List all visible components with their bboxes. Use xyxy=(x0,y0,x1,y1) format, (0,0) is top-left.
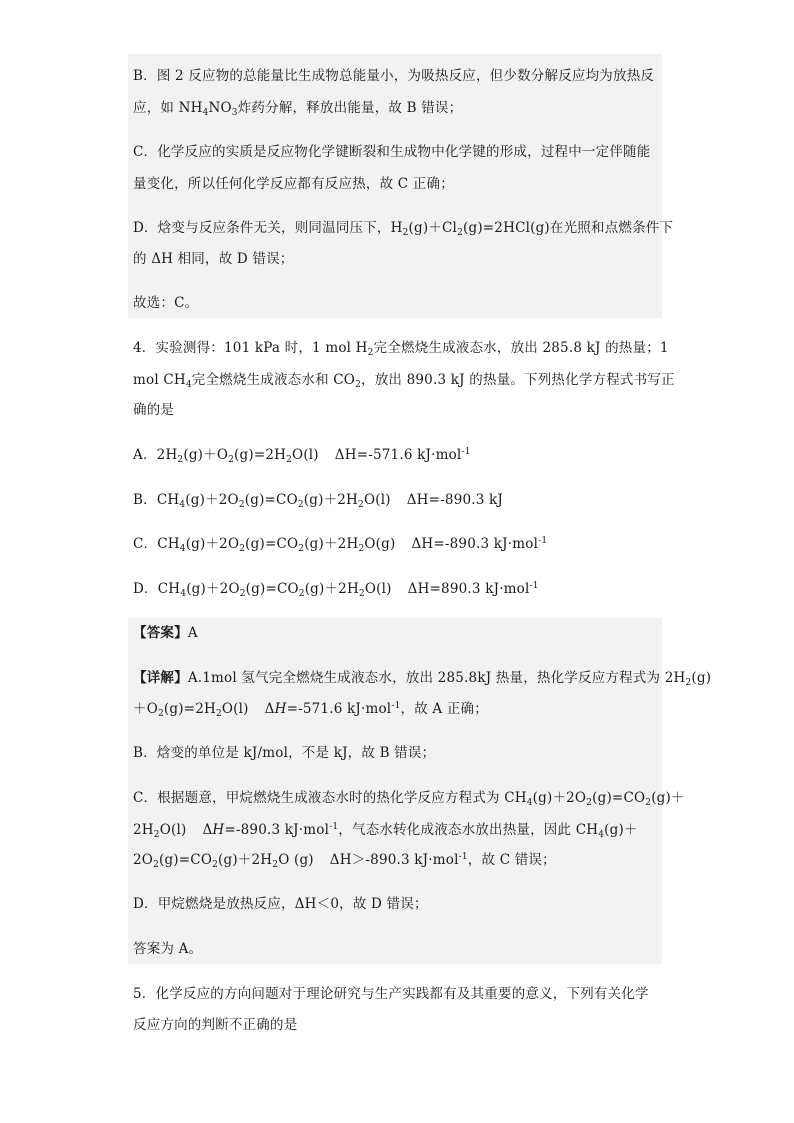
prev-conclusion: 故选：C。 xyxy=(133,295,199,311)
q4-detail-b: B．焓变的单位是 kJ/mol，不是 kJ，故 B 错误； xyxy=(133,745,436,761)
prev-option-b-line2: 应，如 $NH_4NO_3$炸药分解，释放出能量，故 B 错误； xyxy=(133,100,463,118)
q4-answer: 【答案】A xyxy=(133,625,198,641)
q4-stem-line1: 4．实验测得：101 kPa 时，1 mol $H_2$完全燃烧生成液态水，放出 285.8 kJ 的热量；1 xyxy=(133,340,669,358)
q4-detail-a-line2: $+O_2(g)=2H_2O(l)$ ΔH=-571.6 kJ·mol$^{-1}$，故 A 正确； xyxy=(133,701,488,719)
q4-detail-c-line3: $2O_2(g)=CO_2(g)+2H_2O$ (g) ΔH＞-890.3 kJ·mol$^{-1}$，故 C 错误； xyxy=(133,852,556,870)
prev-option-c-line1: C．化学反应的实质是反应物化学键断裂和生成物中化学键的形成，过程中一定伴随能 xyxy=(133,144,651,160)
q4-stem-line2: mol $CH_4$完全燃烧生成液态水和 $CO_2$，放出 890.3 kJ 的热量。下列热化学方程式书写正 xyxy=(133,372,675,390)
q5-stem-line2: 反应方向的判断不正确的是 xyxy=(133,1017,298,1033)
prev-option-d-line2: 的 ΔH 相同，故 D 错误； xyxy=(133,251,294,267)
q4-detail-a-line1: 【详解】A.1mol 氢气完全燃烧生成液态水，放出 285.8kJ 热量，热化学反应方程式为 $2H_2(g)$ xyxy=(133,670,712,688)
prev-option-d-line1: D．焓变与反应条件无关，则同温同压下，$H_2(g)+Cl_2(g)=2HCl(g)$在光照和点燃条件下 xyxy=(133,220,674,238)
q5-stem-line1: 5．化学反应的方向问题对于理论研究与生产实践都有及其重要的意义，下列有关化学 xyxy=(133,986,649,1002)
prev-option-b-line1: B．图 2 反应物的总能量比生成物总能量小，为吸热反应，但少数分解反应均为放热反 xyxy=(133,68,655,84)
q4-stem-line3: 确的是 xyxy=(133,402,175,418)
q4-option-c: C．$CH_4(g)+2O_2(g)=CO_2(g)+2H_2O(g)$ ΔH=-890.3 kJ·mol$^{-1}$ xyxy=(133,536,548,554)
q4-option-b: B．$CH_4(g)+2O_2(g)=CO_2(g)+2H_2O(l)$ ΔH=-890.3 kJ xyxy=(133,492,504,510)
q4-detail-d: D．甲烷燃烧是放热反应，ΔH＜0，故 D 错误； xyxy=(133,896,428,912)
q4-option-d: D．$CH_4(g)+2O_2(g)=CO_2(g)+2H_2O(l)$ ΔH=890.3 kJ·mol$^{-1}$ xyxy=(133,581,539,599)
q4-conclusion: 答案为 A。 xyxy=(133,941,203,957)
q4-option-a: A．$2H_2(g)+O_2(g)=2H_2O(l)$ ΔH=-571.6 kJ·mol$^{-1}$ xyxy=(133,447,471,465)
q4-detail-c-line1: C．根据题意，甲烷燃烧生成液态水时的热化学反应方程式为 $CH_4(g)+2O_2(g)=CO_2(g)+$ xyxy=(133,790,685,808)
prev-option-c-line2: 量变化，所以任何化学反应都有反应热，故 C 正确； xyxy=(133,176,454,192)
q4-detail-c-line2: $2H_2O(l)$ ΔH=-890.3 kJ·mol$^{-1}$，气态水转化成液态水放出热量，因此 $CH_4(g)+$ xyxy=(133,822,638,840)
